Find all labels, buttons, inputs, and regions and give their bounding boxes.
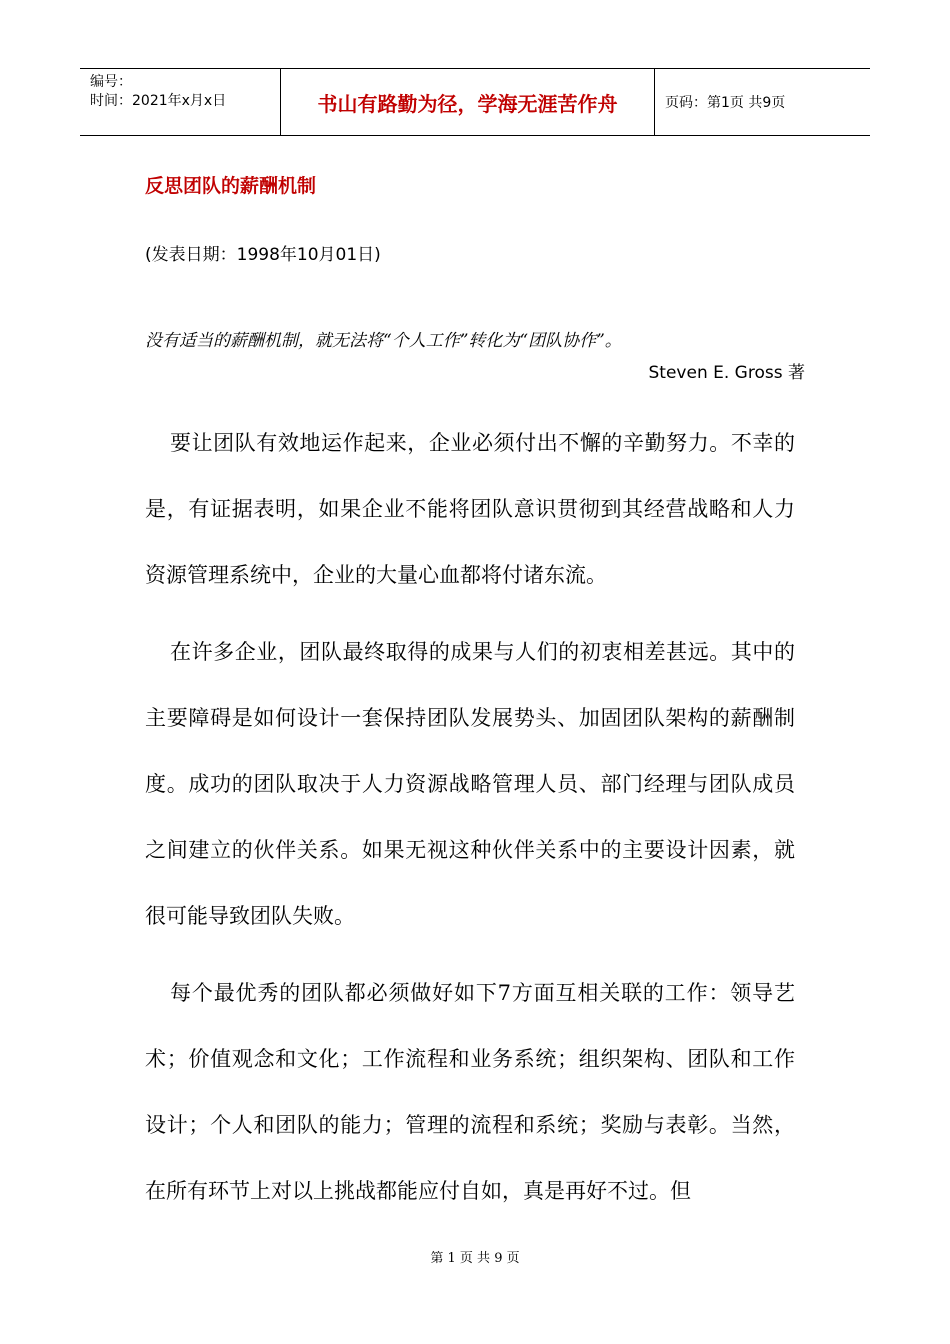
paragraph-2: 在许多企业，团队最终取得的成果与人们的初衷相差甚远。其中的主要障碍是如何设计一套保持团队发展势头、加固团队架构的薪酬制度。成功的团队取决于人力资源战略管理人员、部门经理与团队成员之间建立的伙伴关系。如果无视这种伙伴关系中的主要设计因素，就很可能导致团队失败。 (145, 640, 795, 928)
header-motto: 书山有路勤为径，学海无涯苦作舟 (281, 69, 655, 135)
paragraph-1: 要让团队有效地运作起来，企业必须付出不懈的辛勤努力。不幸的是，有证据表明，如果企业不能将团队意识贯彻到其经营战略和人力资源管理系统中，企业的大量心血都将付诸东流。 (145, 431, 795, 587)
article-body (145, 410, 795, 1235)
header-page-info: 页码：第1页 共9页 (665, 95, 786, 111)
time-label: 时间：2021年x月x日 (90, 93, 227, 109)
document-header (80, 68, 870, 136)
publish-date: (发表日期：1998年10月01日) (145, 245, 381, 265)
paragraph-3: 每个最优秀的团队都必须做好如下7方面互相关联的工作：领导艺术；价值观念和文化；工作流程和业务系统；组织架构、团队和工作设计；个人和团队的能力；管理的流程和系统；奖励与表彰。当然，在所有环节上对以上挑战都能应付自如，真是再好不过。但 (145, 981, 795, 1203)
article-title: 反思团队的薪酬机制 (145, 175, 317, 197)
epigraph-quote: 没有适当的薪酬机制，就无法将“个人工作”转化为“团队协作”。 (145, 331, 622, 351)
header-meta (80, 69, 281, 135)
number-label: 编号： (90, 74, 132, 90)
page-footer: 第 1 页 共 9 页 (430, 1251, 520, 1266)
article-author: Steven E. Gross 著 (648, 363, 805, 383)
